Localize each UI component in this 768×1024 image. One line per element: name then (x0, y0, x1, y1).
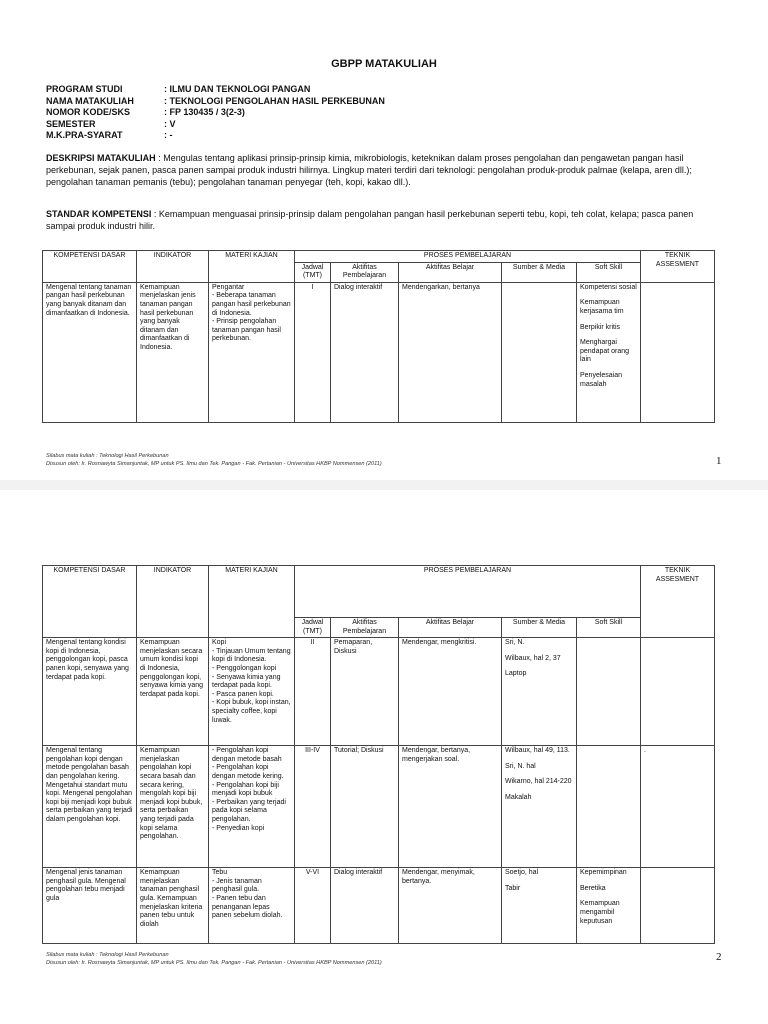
meta-label: SEMESTER (46, 118, 96, 129)
cell-indicator: Kemampuan menjelaskan secara umum kondisi kopi di Indonesia, penggolongan kopi, senyawa kimia yang terdapat pada kopi. (137, 638, 209, 746)
meta-value: : V (164, 118, 176, 129)
standard-label: STANDAR KOMPETENSI (46, 209, 152, 219)
course-info (46, 84, 385, 142)
cell-competency: Mengenal tentang pengolahan kopi dengan metode pengolahan basah dan pengolahan kering. Mengetahui standart mutu kopi. Mengenal pengolahan kopi biji menjadi kopi bubuk serta perbaikan yang terjadi dalam pengolahan kopi. (43, 746, 137, 868)
cell-material: Kopi - Tinjauan Umum tentang kopi di Indonesia. - Penggolongan kopi - Senyawa kimia yang terdapat pada kopi. - Pasca panen kopi. - Kopi bubuk, kopi instan, specialty coffee, kopi luwak. (209, 638, 295, 746)
description-label: DESKRIPSI MATAKULIAH (46, 153, 156, 163)
header-material: MATERI KAJIAN (209, 251, 295, 283)
page-number: 2 (716, 951, 722, 963)
table-row (43, 282, 715, 422)
soft-skill-item: Kompetensi sosial (580, 283, 637, 291)
header-teaching-activity: Aktifitas Pembelajaran (331, 618, 399, 638)
syllabus-table-2 (42, 565, 715, 944)
cell-soft-skill (577, 282, 641, 422)
header-resources: Sumber & Media (502, 262, 577, 282)
cell-teaching-activity: Dialog interaktif (331, 868, 399, 944)
header-material: MATERI KAJIAN (209, 566, 295, 638)
cell-learning-activity: Mendengarkan, bertanya (399, 282, 502, 422)
table-row (43, 638, 715, 746)
header-soft-skill: Soft Skill (577, 262, 641, 282)
cell-material: Tebu - Jenis tanaman penghasil gula. - Panen tebu dan penanganan lepas panen sebelum diolah. (209, 868, 295, 944)
page-title: GBPP MATAKULIAH (331, 58, 437, 70)
header-indicator: INDIKATOR (137, 566, 209, 638)
meta-row-prerequisite (46, 130, 385, 142)
description-text: : Mengulas tentang aplikasi prinsip-prinsip kimia, mikrobiologis, keteknikan dalam proses pengolahan dan pengawetan pangan hasil perkebunan, sejak panen, pasca panen sampai produk industri hilirnya. Lingkup materi terdiri dari teknologi: pengolahan produk-produk palmae (kelapa, aren dll.); pengolahan tanaman pemanis (tebu); pengolahan tanaman penyegar (teh, kopi, kakao dll.). (46, 153, 692, 187)
page-footer (46, 452, 382, 468)
cell-resources (502, 638, 577, 746)
cell-teaching-activity: Pemaparan, Diskusi (331, 638, 399, 746)
page-number: 1 (716, 455, 722, 467)
cell-learning-activity: Mendengar, mengkritisi. (399, 638, 502, 746)
cell-resources (502, 282, 577, 422)
soft-skill-item: Beretika (580, 884, 606, 892)
meta-label: NOMOR KODE/SKS (46, 107, 131, 117)
cell-competency: Mengenal tentang kondisi kopi di Indonesia, penggolongan kopi, pasca panen kopi, senyawa yang terdapat pada kopi. (43, 638, 137, 746)
soft-skill-item: Menghargai pendapat orang lain (580, 339, 630, 364)
document-page-1 (0, 0, 768, 480)
header-learning-activity: Aktifitas Belajar (399, 262, 502, 282)
resource-item: Wilbaux, hal 49, 113. (505, 747, 570, 755)
meta-value: : TEKNOLOGI PENGOLAHAN HASIL PERKEBUNAN (164, 95, 385, 106)
header-teaching-activity: Aktifitas Pembelajaran (331, 262, 399, 282)
header-learning-activity: Aktifitas Belajar (399, 618, 502, 638)
soft-skill-item: Kepemimpinan (580, 869, 627, 877)
soft-skill-item: Kemampuan mengambil keputusan (580, 900, 620, 925)
cell-learning-activity: Mendengar, menyimak, bertanya. (399, 868, 502, 944)
footer-line-1: Silabus mata kuliah : Teknologi Hasil Perkebunan (46, 952, 169, 958)
cell-resources (502, 868, 577, 944)
header-assessment: TEKNIK ASSESMENT (641, 251, 715, 283)
cell-assessment (641, 282, 715, 422)
soft-skill-item: Penyelesaian masalah (580, 371, 623, 388)
cell-schedule: III-IV (295, 746, 331, 868)
resource-item: Wikarno, hal 214-220 (505, 778, 572, 786)
cell-material: - Pengolahan kopi dengan metode basah - Pengolahan kopi dengan metode kering. - Pengolahan kopi biji menjadi kopi bubuk - Perbaikan yang terjadi pada kopi selama pengolahan. - Penyedian kopi (209, 746, 295, 868)
cell-schedule: II (295, 638, 331, 746)
resource-item: Sri, N. hal (505, 762, 536, 770)
standard-text: : Kemampuan menguasai prinsip-prinsip dalam pengolahan pangan hasil perkebunan seperti tebu, kopi, teh colat, kelapa; pasca panen sampai produk industri hilir. (46, 209, 694, 231)
resource-item: Wilbaux, hal 2, 37 (505, 654, 561, 662)
meta-row-program (46, 84, 385, 96)
meta-value: : ILMU DAN TEKNOLOGI PANGAN (164, 84, 311, 94)
page-footer (46, 951, 382, 967)
cell-competency: Mengenal jenis tanaman penghasil gula. Mengenal pengolahan tebu menjadi gula (43, 868, 137, 944)
header-competency: KOMPETENSI DASAR (43, 251, 137, 283)
resource-item: Sri, N. (505, 639, 525, 647)
cell-material: Pengantar - Beberapa tanaman pangan hasil perkebunan di Indonesia. - Prinsip pengolahan tanaman pangan hasil perkebunan. (209, 282, 295, 422)
table-row (43, 868, 715, 944)
page-separator (0, 480, 768, 490)
cell-assessment (641, 638, 715, 746)
meta-value: : FP 130435 / 3(2-3) (164, 107, 245, 117)
cell-soft-skill (577, 868, 641, 944)
header-schedule: Jadwal (TMT) (295, 618, 331, 638)
footer-line-2: Disusun oleh: Ir. Rosnawyta Simanjuntak, MP untuk PS. Ilmu dan Tek. Pangan - Fak. Pertanian - Universitas HKBP Nommensen (2011) (46, 461, 382, 467)
competency-standard (46, 208, 722, 232)
resource-item: Makalah (505, 793, 532, 801)
course-description (46, 152, 722, 188)
cell-learning-activity: Mendengar, bertanya, mengerjakan soal. (399, 746, 502, 868)
cell-competency: Mengenal tentang tanaman pangan hasil perkebunan yang banyak ditanam dan dimanfaatkan di Indonesia. (43, 282, 137, 422)
cell-teaching-activity: Tutorial; Diskusi (331, 746, 399, 868)
header-indicator: INDIKATOR (137, 251, 209, 283)
meta-row-course-name (46, 96, 385, 108)
cell-indicator: Kemampuan menjelaskan pengolahan kopi secara basah dan secara kering, mengolah kopi biji menjadi kopi bubuk, serta perbaikan yang terjadi pada kopi selama pengolahan. (137, 746, 209, 868)
cell-schedule: V-VI (295, 868, 331, 944)
footer-line-2: Disusun oleh: Ir. Rosnawyta Simanjuntak, MP untuk PS. Ilmu dan Tek. Pangan - Fak. Pertanian - Universitas HKBP Nommensen (2011) (46, 960, 382, 966)
cell-schedule: I (295, 282, 331, 422)
meta-row-semester (46, 119, 385, 131)
footer-line-1: Silabus mata kuliah : Teknologi Hasil Perkebunan (46, 453, 169, 459)
cell-soft-skill (577, 746, 641, 868)
soft-skill-item: Kemampuan kerjasama tim (580, 299, 624, 315)
header-learning-process: PROSES PEMBELAJARAN (295, 251, 641, 263)
meta-row-code (46, 107, 385, 119)
table-row (43, 746, 715, 868)
cell-assessment (641, 868, 715, 944)
cell-resources (502, 746, 577, 868)
cell-assessment: . (641, 746, 715, 868)
header-learning-process: PROSES PEMBELAJARAN (295, 566, 641, 618)
header-soft-skill: Soft Skill (577, 618, 641, 638)
syllabus-table-1 (42, 250, 715, 423)
resource-item: Tabir (505, 884, 521, 892)
meta-label: PROGRAM STUDI (46, 84, 123, 94)
meta-label: M.K.PRA-SYARAT (46, 130, 123, 140)
header-competency: KOMPETENSI DASAR (43, 566, 137, 638)
cell-soft-skill (577, 638, 641, 746)
cell-indicator: Kemampuan menjelaskan tanaman penghasil gula. Kemampuan menjelaskan kriteria panen tebu untuk diolah (137, 868, 209, 944)
meta-label: NAMA MATAKULIAH (46, 95, 134, 106)
cell-teaching-activity: Dialog interaktif (331, 282, 399, 422)
cell-indicator: Kemampuan menjelaskan jenis tanaman pangan hasil perkebunan yang banyak ditanam dan dimanfaatkan di Indonesia. (137, 282, 209, 422)
meta-value: : - (164, 130, 173, 140)
resource-item: Soetjo, hal (505, 869, 539, 877)
document-page-2 (0, 490, 768, 1024)
header-schedule: Jadwal (TMT) (295, 262, 331, 282)
soft-skill-item: Berpikir kritis (580, 323, 621, 331)
header-assessment: TEKNIK ASSESMENT (641, 566, 715, 638)
header-resources: Sumber & Media (502, 618, 577, 638)
resource-item: Laptop (505, 670, 527, 678)
